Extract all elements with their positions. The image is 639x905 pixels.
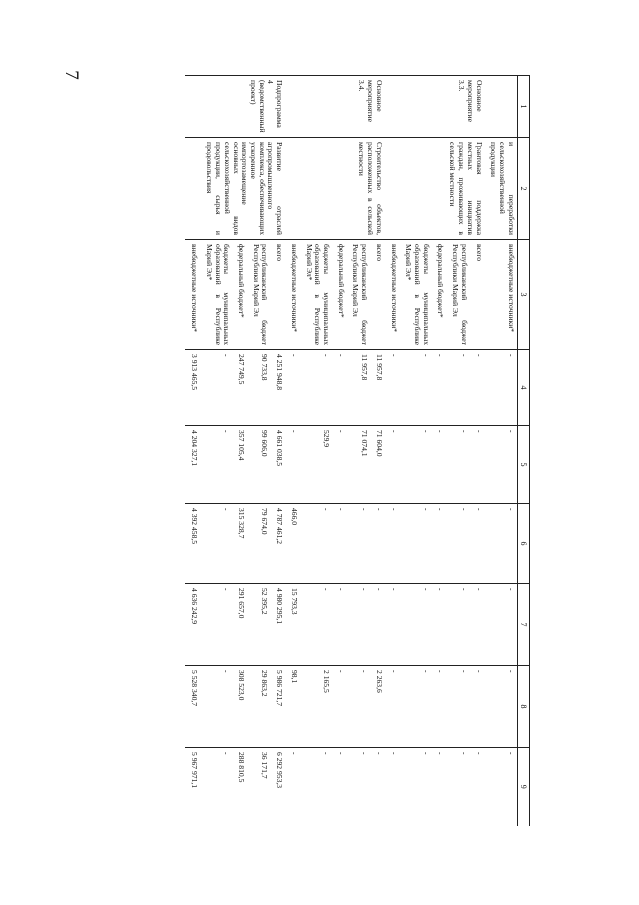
amount-cell: 99 606,0 (247, 426, 270, 504)
amount-cell: 315 328,7 (232, 504, 247, 584)
amount-cell: - (332, 748, 347, 826)
amount-cell: - (447, 666, 470, 748)
amount-cell: 529,9 (300, 426, 332, 504)
amount-cell: 90 733,8 (247, 350, 270, 426)
activity-code-cell: Подпрограмма 4 (ведомственный проект) (185, 76, 285, 138)
column-header: 5 (517, 426, 529, 504)
activity-name-cell: и переработки сельскохозяйственной продукции (485, 138, 518, 240)
amount-cell: 11 957,8 (370, 350, 385, 426)
amount-cell: - (400, 504, 432, 584)
amount-cell: 247 749,5 (232, 350, 247, 426)
amount-cell: - (347, 584, 370, 666)
amount-cell: - (347, 748, 370, 826)
amount-cell: - (432, 350, 447, 426)
funding-source-cell: внебюджетные источники* (485, 240, 518, 350)
amount-cell: 79 674,0 (247, 504, 270, 584)
amount-cell: 5 528 340,7 (185, 666, 200, 748)
amount-cell: - (485, 666, 518, 748)
funding-source-cell: внебюджетные источники* (185, 240, 200, 350)
funding-source-cell: всего (470, 240, 485, 350)
amount-cell: - (385, 584, 400, 666)
amount-cell: 466,0 (285, 504, 300, 584)
amount-cell: - (432, 666, 447, 748)
amount-cell: - (347, 504, 370, 584)
amount-cell: - (400, 748, 432, 826)
amount-cell: 4 636 242,9 (185, 584, 200, 666)
activity-code-cell: Основное мероприятие 3.4. (285, 76, 385, 138)
table-body (185, 76, 517, 826)
funding-source-cell: бюджеты муниципальных образований в Республике Марий Эл* (300, 240, 332, 350)
column-header: 6 (517, 504, 529, 584)
amount-cell: - (300, 350, 332, 426)
amount-cell: 291 657,0 (232, 584, 247, 666)
amount-cell: - (370, 504, 385, 584)
amount-cell: - (400, 350, 432, 426)
amount-cell: - (470, 748, 485, 826)
amount-cell: - (332, 350, 347, 426)
amount-cell: - (300, 504, 332, 584)
amount-cell: - (347, 666, 370, 748)
amount-cell: - (300, 748, 332, 826)
amount-cell: 15 793,3 (285, 584, 300, 666)
amount-cell: 4 661 038,5 (270, 426, 285, 504)
funding-source-cell: всего (370, 240, 385, 350)
amount-cell: - (200, 426, 232, 504)
amount-cell: - (300, 584, 332, 666)
activity-name-cell: Грантовая поддержка местных инициатив граждан, проживающих в сельской местности (385, 138, 485, 240)
amount-cell: - (200, 350, 232, 426)
amount-cell: - (432, 748, 447, 826)
amount-cell: - (432, 504, 447, 584)
amount-cell: - (370, 748, 385, 826)
funding-source-cell: бюджеты муниципальных образований в Республике Марий Эл* (200, 240, 232, 350)
activity-code-cell: Основное мероприятие 3.3. (385, 76, 485, 138)
amount-cell: 5 986 721,7 (270, 666, 285, 748)
amount-cell: - (370, 584, 385, 666)
page-number: 7 (60, 70, 82, 80)
amount-cell: 4 980 295,1 (270, 584, 285, 666)
amount-cell: - (285, 426, 300, 504)
amount-cell: 6 292 953,3 (270, 748, 285, 826)
amount-cell: - (470, 666, 485, 748)
amount-cell: - (485, 350, 518, 426)
amount-cell: 71 604,0 (370, 426, 385, 504)
amount-cell: 98,1 (285, 666, 300, 748)
amount-cell: - (285, 748, 300, 826)
amount-cell: 36 171,7 (247, 748, 270, 826)
amount-cell: - (200, 748, 232, 826)
amount-cell: - (285, 350, 300, 426)
amount-cell: 71 074,1 (347, 426, 370, 504)
amount-cell: 11 957,8 (347, 350, 370, 426)
amount-cell: - (385, 504, 400, 584)
funding-source-cell: республиканский бюджет Республики Марий Эл (447, 240, 470, 350)
amount-cell: - (485, 504, 518, 584)
column-header: 4 (517, 350, 529, 426)
amount-cell: - (470, 426, 485, 504)
column-header: 7 (517, 584, 529, 666)
table-row (485, 76, 518, 826)
amount-cell: - (200, 666, 232, 748)
amount-cell: - (447, 350, 470, 426)
column-number-row (517, 76, 529, 826)
amount-cell: - (332, 666, 347, 748)
activity-name-cell: Строительство объектов, расположенных в сельской местности (285, 138, 385, 240)
funding-source-cell: федеральный бюджет* (232, 240, 247, 350)
table-row (370, 76, 385, 826)
activity-name-cell: Развитие отраслей агропромышленного комплекса, обеспечивающих ускоренное импортозамещение основных видов сельскохозяйственной продукции, сырья и продовольствия (185, 138, 285, 240)
amount-cell: - (400, 666, 432, 748)
table-row (470, 76, 485, 826)
column-header: 8 (517, 666, 529, 748)
funding-source-cell: внебюджетные источники* (385, 240, 400, 350)
column-header: 1 (517, 76, 529, 138)
amount-cell: - (332, 504, 347, 584)
amount-cell: - (385, 666, 400, 748)
amount-cell: - (432, 584, 447, 666)
amount-cell: 5 967 971,1 (185, 748, 200, 826)
amount-cell: - (332, 426, 347, 504)
amount-cell: - (447, 426, 470, 504)
amount-cell: 4 787 461,2 (270, 504, 285, 584)
amount-cell: - (385, 426, 400, 504)
table-row (270, 76, 285, 826)
amount-cell: - (400, 426, 432, 504)
funding-source-cell: всего (270, 240, 285, 350)
amount-cell: 357 105,4 (232, 426, 247, 504)
amount-cell: - (447, 504, 470, 584)
funding-source-cell: республиканский бюджет Республики Марий Эл (347, 240, 370, 350)
column-header: 2 (517, 138, 529, 240)
amount-cell: - (485, 426, 518, 504)
budget-table (185, 75, 530, 826)
amount-cell: - (332, 584, 347, 666)
amount-cell: 4 251 948,8 (270, 350, 285, 426)
funding-source-cell: федеральный бюджет* (332, 240, 347, 350)
funding-source-cell: внебюджетные источники* (285, 240, 300, 350)
amount-cell: - (432, 426, 447, 504)
amount-cell: 2 263,6 (370, 666, 385, 748)
amount-cell: - (200, 504, 232, 584)
amount-cell: 3 913 465,5 (185, 350, 200, 426)
column-header: 3 (517, 240, 529, 350)
amount-cell: 308 523,0 (232, 666, 247, 748)
amount-cell: - (485, 748, 518, 826)
rotated-table-container (120, 75, 530, 825)
amount-cell: 4 392 458,5 (185, 504, 200, 584)
column-header: 9 (517, 748, 529, 826)
amount-cell: - (447, 584, 470, 666)
amount-cell: - (400, 584, 432, 666)
funding-source-cell: республиканский бюджет Республики Марий Эл (247, 240, 270, 350)
amount-cell: 288 810,5 (232, 748, 247, 826)
amount-cell: - (200, 584, 232, 666)
amount-cell: 2 165,5 (300, 666, 332, 748)
amount-cell: - (470, 584, 485, 666)
amount-cell: - (470, 350, 485, 426)
amount-cell: 52 395,2 (247, 584, 270, 666)
amount-cell: 4 204 327,1 (185, 426, 200, 504)
amount-cell: 29 863,2 (247, 666, 270, 748)
funding-source-cell: федеральный бюджет* (432, 240, 447, 350)
amount-cell: - (485, 584, 518, 666)
amount-cell: - (385, 350, 400, 426)
funding-source-cell: бюджеты муниципальных образований в Республике Марий Эл* (400, 240, 432, 350)
amount-cell: - (470, 504, 485, 584)
activity-code-cell (485, 76, 518, 138)
amount-cell: - (447, 748, 470, 826)
amount-cell: - (385, 748, 400, 826)
